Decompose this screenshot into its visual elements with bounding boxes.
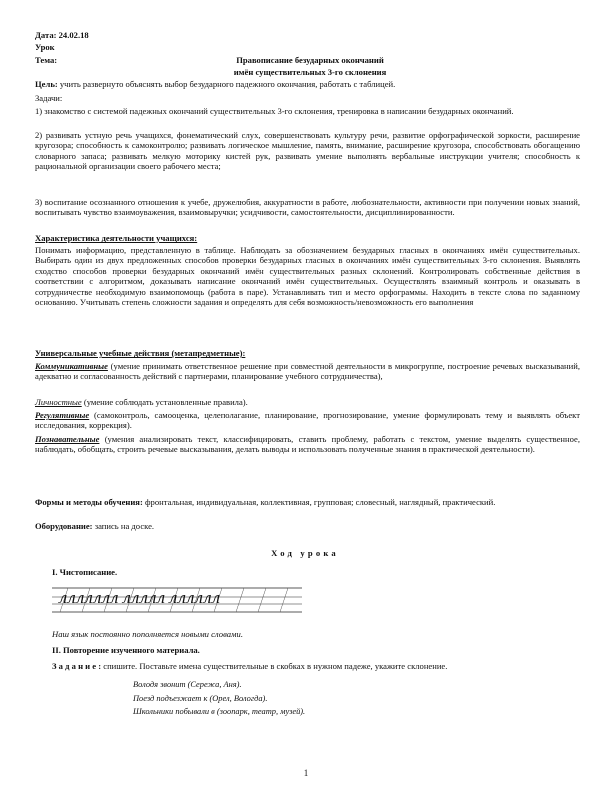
personal-text: (умение соблюдать установленные правила). bbox=[81, 397, 248, 407]
penmanship-caption: Наш язык постоянно пополняется новыми словами. bbox=[52, 629, 243, 639]
task-3: 3) воспитание осознанного отношения к учебе, дружелюбия, аккуратности в работе, любознательности, активности при получении новых знаний, воспитывать чувство взаимоуважения, взаимовыручки; усидчивости, самостоятельности, дисциплинированности. bbox=[35, 197, 580, 218]
cognitive-label: Познавательные bbox=[35, 434, 100, 444]
goal-label: Цель: bbox=[35, 79, 58, 89]
forms-label: Формы и методы обучения: bbox=[35, 497, 143, 507]
uud-personal bbox=[35, 397, 580, 407]
communicative-label: Коммуникативные bbox=[35, 361, 108, 371]
section-1-title: I. Чистописание. bbox=[52, 567, 118, 577]
equipment-text: запись на доске. bbox=[92, 521, 155, 531]
section-2-task bbox=[52, 661, 447, 671]
activity-text: Понимать информацию, представленную в таблице. Наблюдать за обозначением безударных гласных в окончаниях имён существительных. Выбирать один из двух предложенных способов проверки безударных гласных в окончаниях имён существительных 3-го склонения. Выявлять сходство способов проверки безударных окончаний имён существительных разных склонений. Контролировать собственные действия в соответствии с алгоритмом, доказывать написание окончаний имён существительных. Осуществлять взаимный контроль и оказывать в сотрудничестве необходимую взаимопомощь (работа в паре). Устанавливать тип и место орфограммы. Находить в тексте слова по заданному основанию. Учитывать степень сложности задания и определять для себя возможность/невозможность его выполнения bbox=[35, 245, 580, 308]
lesson-label: Урок bbox=[35, 42, 55, 52]
task-label: З а д а н и е : bbox=[52, 661, 102, 671]
uud-label: Универсальные учебные действия (метапредметные): bbox=[35, 348, 246, 358]
communicative-text: (умение принимать ответственное решение при совместной деятельности в микрогруппе, построение речевых высказываний, адекватно и согласованность действий с партнерами, планирование учебного сотрудничества), bbox=[35, 361, 580, 382]
forms-text: фронтальная, индивидуальная, коллективная, групповая; словесный, наглядный, практический. bbox=[142, 497, 496, 507]
uud-cognitive bbox=[35, 434, 580, 455]
penmanship-copybook bbox=[52, 585, 302, 615]
personal-label: Личностные bbox=[35, 397, 82, 407]
section-2-title: II. Повторение изученного материала. bbox=[52, 645, 200, 655]
regulatory-label: Регулятивные bbox=[35, 410, 90, 420]
regulatory-text: (самоконтроль, самооценка, целеполагание, планирование, прогнозирование, умение формулировать тему и выявлять объект исследования, коррекция). bbox=[35, 410, 580, 431]
topic-title-line-2: имён существительных 3-го склонения bbox=[233, 67, 387, 77]
lesson-progress-title: Ход урока bbox=[271, 548, 339, 558]
equipment bbox=[35, 521, 580, 531]
activity-label: Характеристика деятельности учащихся: bbox=[35, 233, 198, 243]
forms-methods bbox=[35, 497, 580, 507]
cognitive-text: (умения анализировать текст, классифицировать, ставить проблему, работать с текстом, умение выделять существенное, наблюдать, обобщать, строить речевые высказывания, делать выводы и использовать полученные знания в практической деятельности). bbox=[35, 434, 580, 455]
topic-title-line-1: Правописание безударных окончаний bbox=[236, 55, 384, 65]
uud-communicative bbox=[35, 361, 580, 382]
goal-paragraph bbox=[35, 79, 580, 89]
tasks-label: Задачи: bbox=[35, 93, 63, 103]
topic-label: Тема: bbox=[35, 55, 58, 65]
equipment-label: Оборудование: bbox=[35, 521, 93, 531]
copybook-handwriting: ллллллл ллллл лллллл bbox=[58, 589, 220, 607]
task-2: 2) развивать устную речь учащихся, фонематический слух, совершенствовать культуру речи, развитие орфографической зоркости, расширение кругозора; способность к самоконтролю; развивать логическое мышление, память, внимание, расширение кругозора, способствовать обогащению словарного запаса; развивать мелкую моторику кистей рук, развивать умение выполнять вербальные инструкции учителя; способность к рациональной организации своего рабочего места; bbox=[35, 130, 580, 172]
task-1: 1) знакомство с системой падежных окончаний существительных 3-го склонения, тренировка в написании безударных окончаний. bbox=[35, 106, 514, 116]
example-sentence-1: Володя звонит (Сережа, Аня). bbox=[133, 680, 242, 689]
task-text: спишите. Поставьте имена существительные в скобках в нужном падеже, укажите склонение. bbox=[101, 661, 448, 671]
uud-regulatory bbox=[35, 410, 580, 431]
lesson-date: Дата: 24.02.18 bbox=[35, 30, 89, 40]
page-number: 1 bbox=[303, 768, 309, 778]
goal-text: учить развернуто объяснять выбор безударного падежного окончания, работать с таблицей. bbox=[57, 79, 396, 89]
example-sentence-2: Поезд подъезжает к (Орел, Вологда). bbox=[133, 694, 268, 703]
example-sentence-3: Школьники побывали в (зоопарк, театр, музей). bbox=[133, 707, 306, 716]
